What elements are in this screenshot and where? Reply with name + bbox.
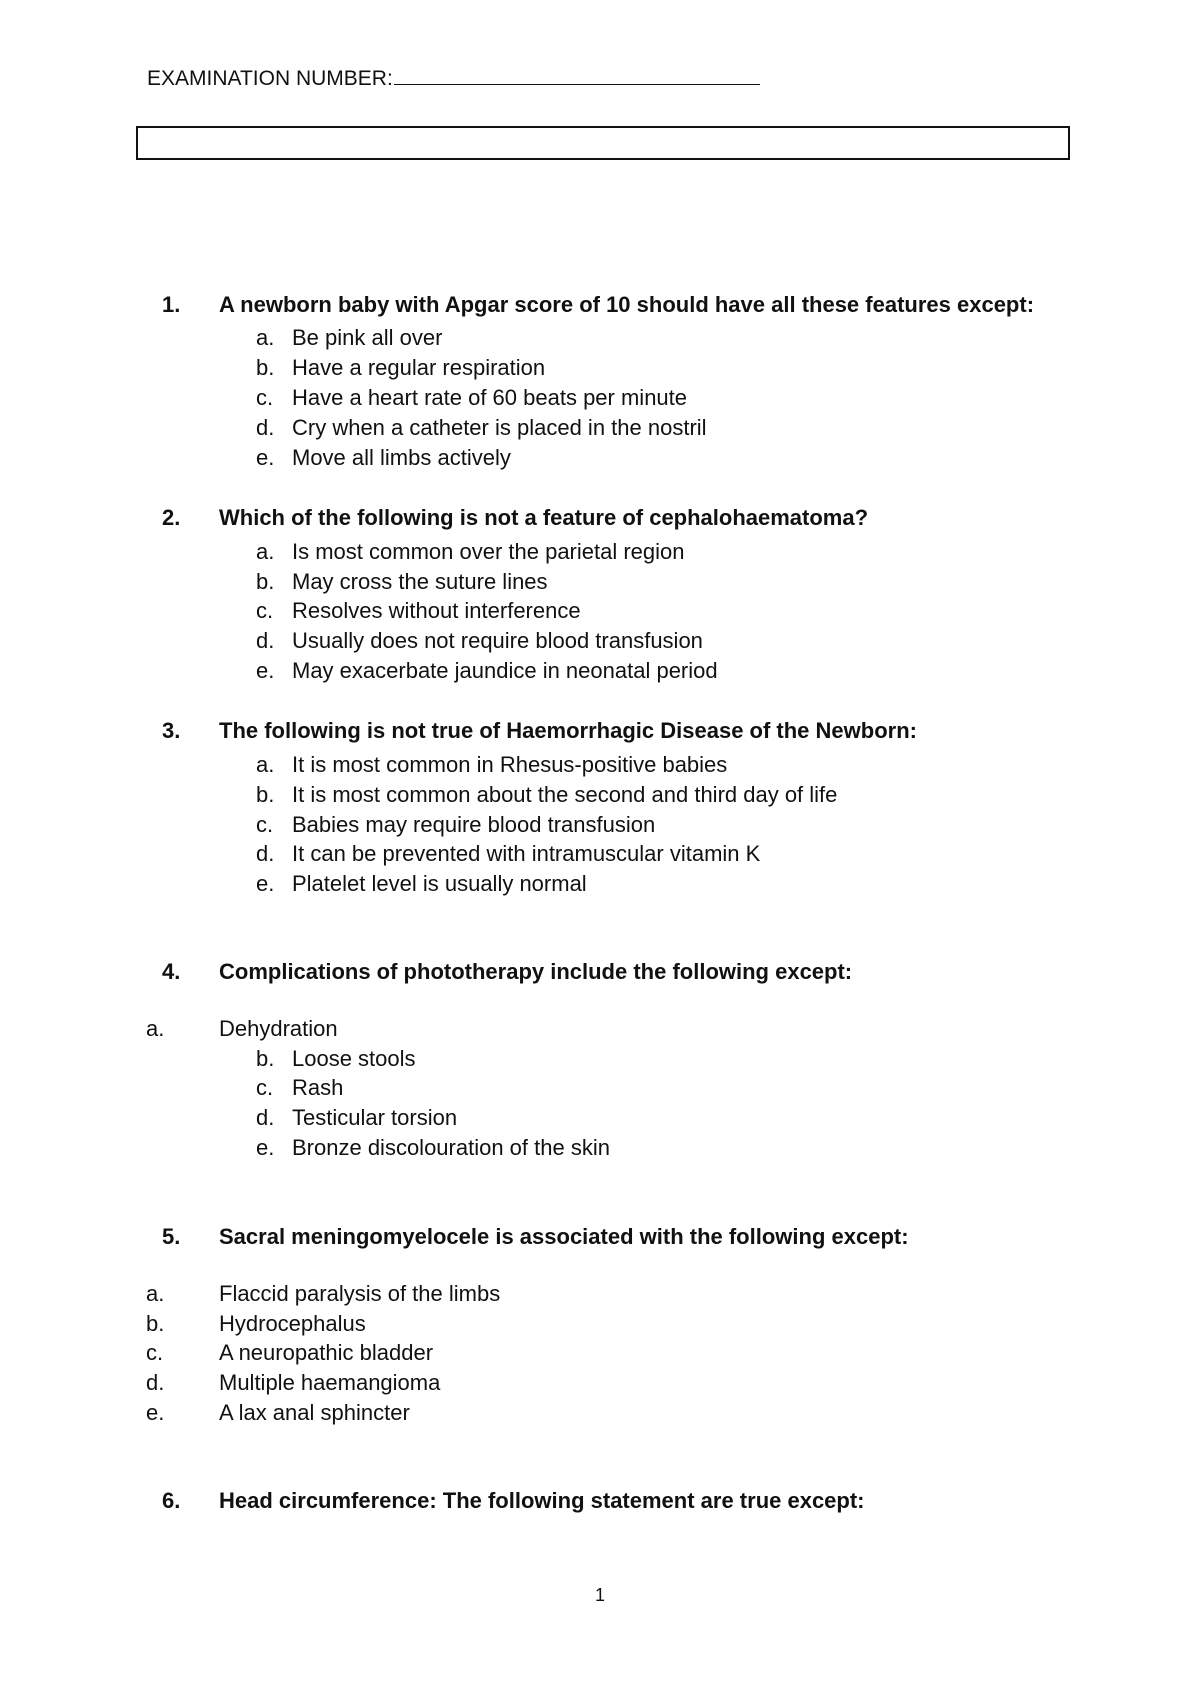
option-letter: d. [256,628,275,653]
option-text: Flaccid paralysis of the limbs [219,1281,501,1306]
option-text: Have a heart rate of 60 beats per minute [292,385,688,410]
option-letter: e. [256,871,275,896]
option-text: Testicular torsion [292,1105,458,1130]
option-text: May exacerbate jaundice in neonatal period [292,658,718,683]
option-letter: a. [256,325,275,350]
option-letter: c. [256,1075,274,1100]
option-letter: b. [146,1311,165,1336]
option-letter: c. [256,812,274,837]
option-text: May cross the suture lines [292,569,548,594]
examination-number-line [147,66,760,91]
candidate-entry-box[interactable] [136,126,1070,160]
question-number: 1. [162,292,181,317]
option-letter: e. [146,1400,165,1425]
option-text: Resolves without interference [292,598,581,623]
option-letter: d. [256,1105,275,1130]
option-letter: a. [146,1281,165,1306]
option-letter: d. [256,841,275,866]
option-letter: e. [256,1135,275,1160]
option-letter: c. [256,598,274,623]
option-text: Cry when a catheter is placed in the nostril [292,415,707,440]
option-text: Have a regular respiration [292,355,546,380]
examination-number-blank[interactable] [394,66,760,85]
option-letter: a. [146,1016,165,1041]
option-letter: a. [256,539,275,564]
option-text: Loose stools [292,1046,416,1071]
question-text: Which of the following is not a feature of cephalohaematoma? [219,505,869,530]
question-text: Complications of phototherapy include the following except: [219,959,853,984]
option-letter: b. [256,1046,275,1071]
option-text: It can be prevented with intramuscular vitamin K [292,841,761,866]
question-number: 3. [162,718,181,743]
question-number: 5. [162,1224,181,1249]
option-text: Be pink all over [292,325,443,350]
option-text: Dehydration [219,1016,338,1041]
option-text: A neuropathic bladder [219,1340,434,1365]
option-text: It is most common about the second and third day of life [292,782,838,807]
option-text: Bronze discolouration of the skin [292,1135,610,1160]
question-number: 6. [162,1488,181,1513]
question-number: 2. [162,505,181,530]
examination-number-label: EXAMINATION NUMBER: [147,67,393,90]
question-text: Sacral meningomyelocele is associated with the following except: [219,1224,909,1249]
option-letter: e. [256,445,275,470]
option-text: Hydrocephalus [219,1311,366,1336]
option-text: A lax anal sphincter [219,1400,410,1425]
option-letter: a. [256,752,275,777]
option-letter: d. [256,415,275,440]
option-text: Multiple haemangioma [219,1370,441,1395]
option-text: Is most common over the parietal region [292,539,685,564]
question-number: 4. [162,959,181,984]
option-letter: e. [256,658,275,683]
option-letter: b. [256,782,275,807]
question-text: Head circumference: The following statement are true except: [219,1488,865,1513]
option-text: Babies may require blood transfusion [292,812,656,837]
option-letter: d. [146,1370,165,1395]
question-text: A newborn baby with Apgar score of 10 should have all these features except: [219,292,1035,317]
option-letter: b. [256,569,275,594]
option-text: It is most common in Rhesus-positive babies [292,752,728,777]
option-letter: c. [256,385,274,410]
option-letter: c. [146,1340,164,1365]
option-text: Usually does not require blood transfusion [292,628,703,653]
option-letter: b. [256,355,275,380]
option-text: Move all limbs actively [292,445,511,470]
option-text: Platelet level is usually normal [292,871,587,896]
page-number: 1 [594,1585,605,1605]
option-text: Rash [292,1075,344,1100]
question-text: The following is not true of Haemorrhagic Disease of the Newborn: [219,718,917,743]
